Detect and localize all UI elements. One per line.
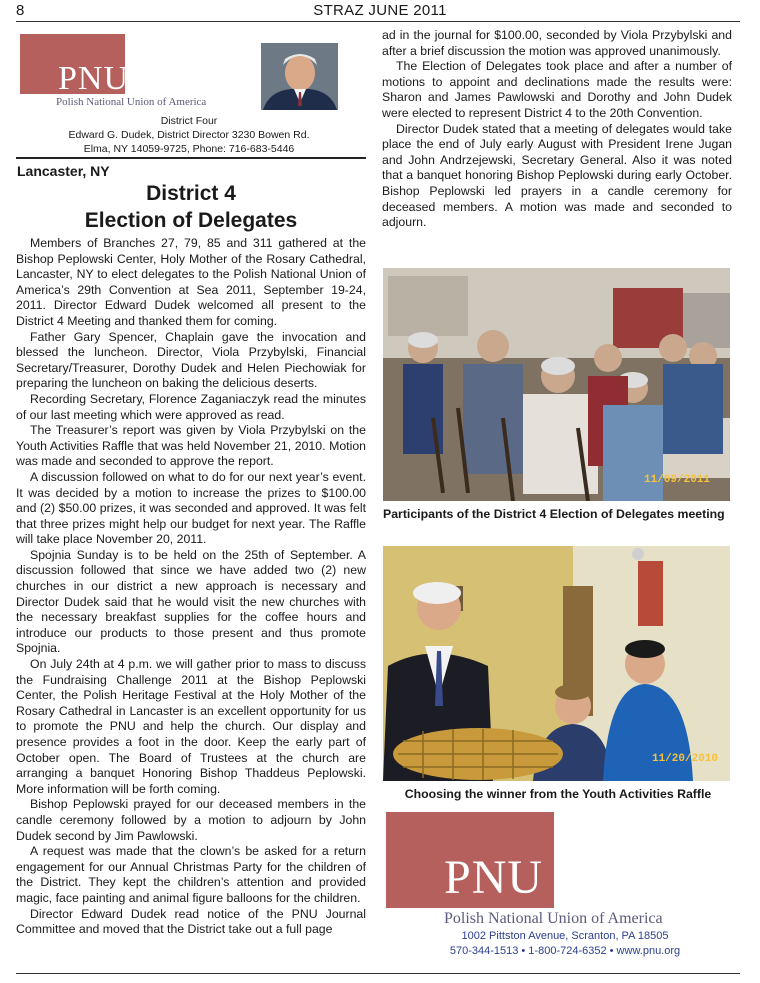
paragraph: A discussion followed on what to do for our next year’s event. It was decided by a motion to increase the prizes to $100.00 and (2) $50.00 prizes, it was seconded and approved. It was felt that three prizes might help our budget for next year. The Raffle will take place November 20, 2011. [16,469,366,547]
director-line: Edward G. Dudek, District Director 3230 Bowen Rd. [68,129,310,141]
paragraph: Director Dudek stated that a meeting of delegates would take place the end of July early August with President Irene Jugan and John Andrzejewski, Secretary General. Also it was noted that a banquet honoring Bishop Peplowski during early October. Bishop Peplowski led prayers in a candle ceremony for deceased members. A motion was made and seconded to adjourn. [382,121,732,230]
paragraph: Members of Branches 27, 79, 85 and 311 gathered at the Bishop Peplowski Center, Holy Mother of the Rosary Cathedral, Lancaster, NY to elect delegates to the Polish National Union of America’s 29th Convention at Sea 2011, September 19-24, 2011. Director Edward Dudek welcomed all present to the District 4 Meeting and thanked them for coming. [16,236,366,328]
paragraph: The Election of Delegates took place and after a number of motions to appoint and declinations made the results were: Sharon and James Pawlowski and Dorothy and John Dudek were elected to represent District 4 to the 20th Convention. [382,59,732,120]
paragraph: The Treasurer’s report was given by Viola Przybylski on the Youth Activities Raffle that was held November 21, 2010. Motion was made and seconded to approve the report. [16,423,366,469]
paragraph: Recording Secretary, Florence Zaganiaczyk read the minutes of our last meeting which were approved as read. [16,391,366,422]
paragraph: Father Gary Spencer, Chaplain gave the invocation and blessed the luncheon. Director, Viola Przybylski, Financial Secretary/Treasurer, Dorothy Dudek and Helen Piechowiak for preparing the luncheon on baking the delicious deserts. [16,329,366,391]
district-logo [20,34,210,108]
article-body-right [382,28,732,231]
footer-ad [386,812,730,959]
paragraph: Spojnia Sunday is to be held on the 25th of September. A discussion followed that since we have added two (2) new churches in our district a new approach is necessary and Director Dudek said that he would visit the new churches with the necessary breakfast supplies for the coffee hours and introduce our products to those present and thus promote Spojnia. [16,547,366,656]
paragraph: Bishop Peplowski prayed for our deceased members in the candle ceremony followed by a motion to adjourn by John Dudek second by Jim Pawlowski. [16,797,366,843]
footer-contacts: 570-344-1513 • 1-800-724-6352 • www.pnu.org [449,945,681,957]
district-label: District Four [160,115,218,127]
logo-name: Polish National Union of America [56,96,207,108]
raffle-caption: Choosing the winner from the Youth Activities Raffle [404,787,712,801]
headline-line-1: District 4 [146,182,236,205]
article-body-left [16,236,366,938]
paragraph: A request was made that the clown’s be asked for a return engagement for our Annual Christmas Party for the children of the District. They kept the children’s attention and provided magic, face painting and animal figure balloons for the children. [16,844,366,905]
running-header: STRAZ JUNE 2011 [313,2,447,19]
raffle-photo-date: 11/20/2010 [651,753,718,765]
meeting-photo [383,268,730,501]
paragraph: On July 24th at 4 p.m. we will gather prior to mass to discuss the Fundraising Challenge 2011 at the Bishop Peplowski Center, the Polish Heritage Festival at the Holy Mother of the Rosary Cathedral in Lancaster is an excellent opportunity for us to promote the PNU and help the church. Our display and presence provides a foot in the door. Keep the early part of October open. The Board of Trustees at the church are arranging a banquet Honoring Bishop Thaddeus Peplowski. More information will be forth coming. [16,657,366,796]
logo-letters: PNU [58,60,130,97]
article-headline [16,180,366,234]
headline-line-2: Election of Delegates [84,209,298,232]
meeting-photo-date: 11/09/2011 [643,474,710,486]
footer-logo-name: Polish National Union of America [444,910,663,927]
footer-address: 1002 Pittston Avenue, Scranton, PA 18505 [461,930,669,942]
footer-logo-letters: PNU [444,851,544,904]
article-location: Lancaster, NY [17,163,110,179]
footer-logo-box [386,812,554,908]
paragraph: Director Edward Dudek read notice of the PNU Journal Committee and moved that the District take out a full page [16,906,366,937]
footer-address-block [386,929,730,959]
header-rule [16,21,740,22]
section-rule [16,157,366,159]
district-info [20,114,358,156]
meeting-caption: Participants of the District 4 Election of Delegates meeting [383,507,725,521]
raffle-photo [383,546,730,781]
page-number: 8 [16,2,25,19]
paragraph-continued: ad in the journal for $100.00, seconded by Viola Przybylski and after a brief discussion the motion was approved unanimously. [382,28,732,58]
logo-box [20,34,130,97]
director-portrait [261,43,338,110]
bottom-rule [16,973,740,974]
address-line: Elma, NY 14059-9725, Phone: 716-683-5446 [83,143,295,155]
